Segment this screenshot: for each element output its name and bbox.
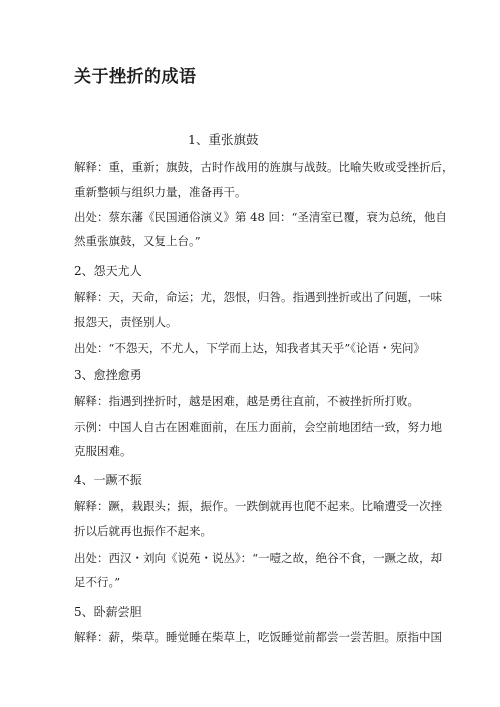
item-2-heading: 2、怨天尤人 bbox=[74, 264, 142, 278]
item-4-line-1: 解释：蹶，栽跟头；振，振作。一跌倒就再也爬不起来。比喻遭受一次挫 bbox=[74, 499, 442, 513]
item-1-line-3: 出处：蔡东藩《民国通俗演义》第 48 回：“圣清室已覆，衰为总统，他自 bbox=[74, 210, 447, 224]
item-3-line-3: 克服困难。 bbox=[74, 444, 132, 458]
item-2-line-3: 出处：“不怨天，不尤人，下学而上达，知我者其天乎”《论语・宪问》 bbox=[74, 341, 426, 355]
item-4-line-4: 足不行。” bbox=[74, 575, 121, 589]
item-3-line-1: 解释：指遇到挫折时，越是困难，越是勇往直前，不被挫折所打败。 bbox=[74, 394, 419, 408]
document-title: 关于挫折的成语 bbox=[74, 67, 197, 87]
item-3-heading: 3、愈挫愈勇 bbox=[74, 368, 142, 382]
item-5-line-1: 解释：薪，柴草。睡觉睡在柴草上，吃饭睡觉前都尝一尝苦胆。原指中国 bbox=[74, 630, 442, 644]
item-4-line-2: 折以后就再也振作不起来。 bbox=[74, 524, 212, 538]
item-4-line-3: 出处：西汉・刘向《说苑・说丛》：“一噎之故，绝谷不食，一蹶之故，却 bbox=[74, 551, 443, 565]
item-2-line-2: 报怨天，责怪别人。 bbox=[74, 315, 178, 329]
item-1-line-1: 解释：重，重新；旗鼓，古时作战用的旌旗与战鼓。比喻失败或受挫折后， bbox=[74, 160, 454, 174]
item-1-heading: 1、重张旗鼓 bbox=[188, 132, 259, 147]
item-1-line-2: 重新整顿与组织力量，准备再干。 bbox=[74, 185, 247, 199]
item-4-heading: 4、一蹶不振 bbox=[74, 473, 142, 487]
item-1-line-4: 然重张旗鼓，又复上台。” bbox=[74, 234, 201, 248]
item-3-line-2: 示例：中国人自古在困难面前，在压力面前，会空前地团结一致，努力地 bbox=[74, 420, 442, 434]
item-2-line-1: 解释：天，天命，命运；尤，怨恨，归咎。指遇到挫折或出了问题，一味 bbox=[74, 290, 442, 304]
item-5-heading: 5、卧薪尝胆 bbox=[74, 605, 142, 619]
